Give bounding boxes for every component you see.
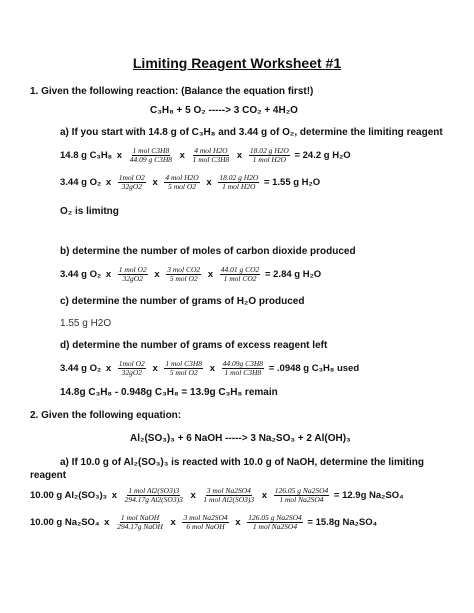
times-sign: x <box>154 269 160 281</box>
conversion-fraction: $\frac{\text{18.02 g H2O}}{\text{1 mol H2O}}$ <box>249 146 289 164</box>
times-sign: x <box>235 517 241 529</box>
conversion-fraction: $\frac{\text{1 mol C3H8}}{\text{5 mol O2}}$ <box>165 359 203 377</box>
times-sign: x <box>190 490 196 502</box>
calc-start: 10.00 g Na₂SO₄ <box>30 517 100 529</box>
times-sign: x <box>105 177 112 189</box>
q2a-prompt-line2: reagent <box>30 470 67 481</box>
calc-result: = .0948 g C₃H₈ used <box>268 363 360 375</box>
conversion-fraction: $\frac{\text{1 mol C3H8}}{\text{44.09 g C3H8}}$ <box>129 146 173 164</box>
q2a-calc-line2 <box>30 514 377 531</box>
times-sign: x <box>236 150 243 162</box>
times-sign: x <box>116 150 123 162</box>
calc-result: = 12.9g Na₂SO₄ <box>333 490 404 502</box>
q1a-prompt: a) If you start with 14.8 g of C₃H₈ and 3.44 g of O₂, determine the limiting reagent <box>60 127 443 138</box>
times-sign: x <box>179 150 185 162</box>
calc-start: 10.00 g Al₂(SO₃)₃ <box>30 490 108 502</box>
calc-result: = 24.2 g H₂O <box>294 150 351 162</box>
calc-start: 3.44 g O₂ <box>60 177 102 189</box>
conversion-fraction: $\frac{\text{126.05 g Na2SO4}}{\text{1 mol Na2SO4}}$ <box>248 513 302 531</box>
conversion-fraction: $\frac{\text{3 mol CO2}}{\text{5 mol O2}}$ <box>167 265 201 283</box>
q2a-calc-line1 <box>30 487 404 504</box>
conversion-fraction: $\frac{\text{1 mol Al2(SO3)3}}{\text{294.17g Al2(SO3)3}}$ <box>124 486 183 504</box>
times-sign: x <box>111 490 117 502</box>
q1d-calc-line2: 14.8g C₃H₈ - 0.948g C₃H₈ = 13.9g C₃H₈ remain <box>60 387 278 398</box>
conversion-fraction: $\frac{\text{3 mol Na2SO4}}{\text{1 mol Al2(SO3)3}}$ <box>203 486 255 504</box>
conversion-fraction: $\frac{\text{3 mol Na2SO4}}{\text{6 mol NaOH}}$ <box>183 513 228 531</box>
times-sign: x <box>104 517 110 529</box>
calc-start: 14.8 g C₃H₈ <box>60 150 113 162</box>
q1a-calc-line2 <box>60 174 320 191</box>
worksheet-title: Limiting Reagent Worksheet #1 <box>132 55 342 71</box>
conversion-fraction: $\frac{\text{44.01 g CO2}}{\text{1 mol CO2}}$ <box>220 265 260 283</box>
calc-result: = 15.8g Na₂SO₄ <box>307 517 378 529</box>
conversion-fraction: $\frac{\text{126.05 g Na2SO4}}{\text{1 mol Na2SO4}}$ <box>274 486 329 504</box>
q2-reaction: Al₂(SO₃)₃ + 6 NaOH -----> 3 Na₂SO₃ + 2 Al(OH)₃ <box>130 433 351 444</box>
calc-start: 3.44 g O₂ <box>60 269 102 281</box>
times-sign: x <box>152 363 158 375</box>
q1b-calc-line <box>60 266 321 283</box>
conversion-fraction: $\frac{\text{1 mol O2}}{32gO2}$ <box>118 265 147 283</box>
q1b-prompt: b) determine the number of moles of carbon dioxide produced <box>60 246 356 257</box>
conversion-fraction: $\frac{\text{18.02 g H2O}}{\text{1 mol H2O}}$ <box>219 173 259 191</box>
calc-start: 3.44 g O₂ <box>60 363 102 375</box>
times-sign: x <box>209 363 215 375</box>
q1d-prompt: d) determine the number of grams of excess reagent left <box>60 340 328 351</box>
conversion-fraction: $\frac{\text{1 mol NaOH}}{\text{294.17g NaOH}}$ <box>117 513 163 531</box>
times-sign: x <box>207 269 214 281</box>
times-sign: x <box>170 517 176 529</box>
q2-prompt: 2. Given the following equation: <box>30 410 182 421</box>
calc-result: = 2.84 g H₂O <box>264 269 322 281</box>
conversion-fraction: $\frac{\text{1mol O2}}{32gO2}$ <box>118 173 145 191</box>
times-sign: x <box>105 269 112 281</box>
q1a-calc-line1 <box>60 147 351 164</box>
q1c-answer: 1.55 g H2O <box>60 318 112 329</box>
q1d-calc-line1 <box>60 360 359 377</box>
conversion-fraction: $\frac{\text{1mol O2}}{32gO2}$ <box>118 359 145 377</box>
calc-result: = 1.55 g H₂O <box>263 177 321 189</box>
q1-prompt: 1. Given the following reaction: (Balance the equation first!) <box>30 86 314 97</box>
q1a-answer: O₂ is limitng <box>60 206 119 217</box>
conversion-fraction: $\frac{\text{44.09g C3H8}}{\text{1 mol C3H8}}$ <box>222 359 264 377</box>
times-sign: x <box>152 177 158 189</box>
q1-reaction: C₃H₈ + 5 O₂ -----> 3 CO₂ + 4H₂O <box>150 105 298 116</box>
q1c-prompt: c) determine the number of grams of H₂O produced <box>60 296 305 307</box>
q2a-prompt-line1: a) If 10.0 g of Al₂(SO₃)₃ is reacted with 10.0 g of NaOH, determine the limiting <box>60 457 424 468</box>
conversion-fraction: $\frac{\text{4 mol H2O}}{\text{1 mol C3H8}}$ <box>192 146 230 164</box>
times-sign: x <box>261 490 268 502</box>
conversion-fraction: $\frac{\text{4 mol H2O}}{\text{5 mol O2}}$ <box>165 173 199 191</box>
times-sign: x <box>105 363 112 375</box>
times-sign: x <box>206 177 212 189</box>
